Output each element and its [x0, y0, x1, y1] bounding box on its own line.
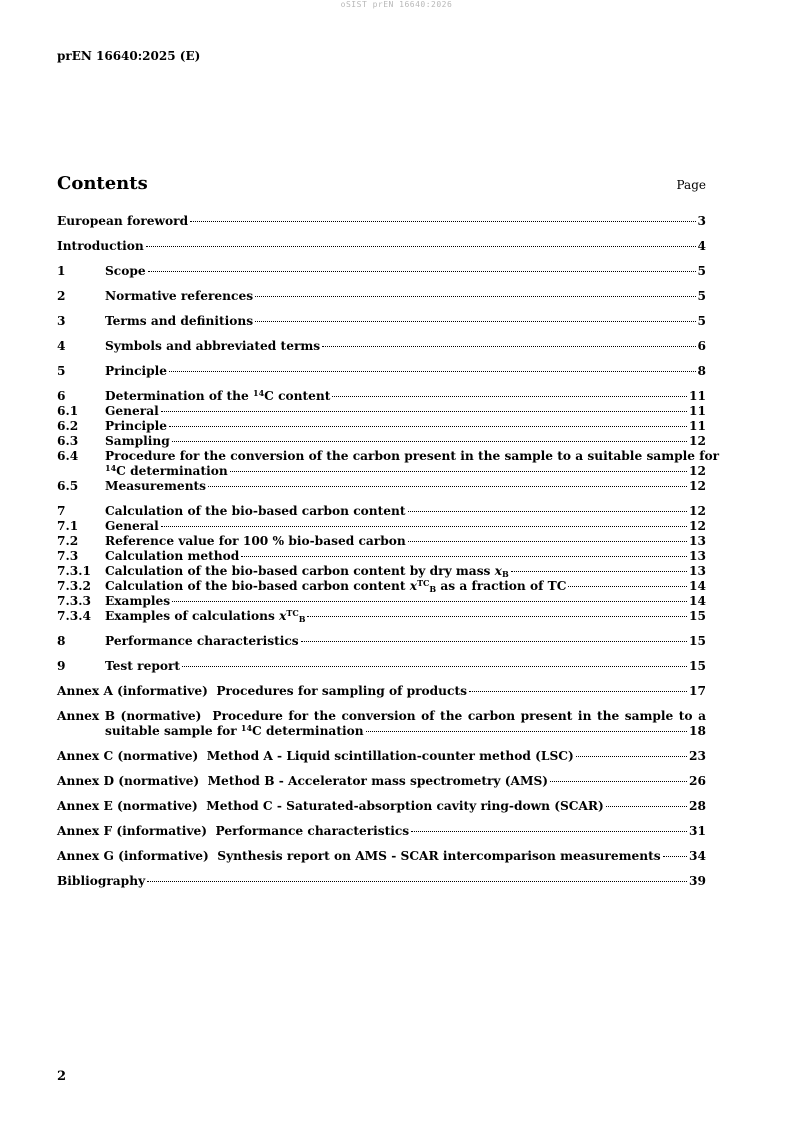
toc-entry-page: 39 [689, 874, 706, 888]
toc-entry-7-3-3[interactable] [57, 594, 706, 609]
toc-entry-number: 5 [57, 364, 66, 378]
toc-entry-title: Principle [105, 419, 168, 433]
toc-entry-page: 11 [689, 419, 706, 433]
toc-entry-page: 31 [689, 824, 706, 838]
toc-entry-bibliography[interactable] [57, 874, 706, 889]
toc-entry-7-2[interactable] [57, 534, 706, 549]
toc-entry-european-foreword[interactable] [57, 214, 706, 229]
page-column-label: Page [676, 178, 706, 192]
dot-leader [172, 441, 687, 442]
toc-entry-page: 34 [689, 849, 706, 863]
toc-entry-title [105, 564, 509, 579]
math-variable: x [279, 609, 287, 623]
toc-entry-title-line1: Annex B (normative) Procedure for the conversion of the carbon present in the sample to a [57, 709, 706, 723]
toc-entry-title-line1: Procedure for the conversion of the carbon present in the sample to a suitable sample for [105, 449, 720, 463]
toc-entry-6-1[interactable] [57, 404, 706, 419]
toc-entry-title: Measurements [105, 479, 207, 493]
toc-entry-number: 7 [57, 504, 66, 518]
dot-leader [606, 806, 687, 807]
dot-leader [169, 426, 687, 427]
toc-entry-number: 9 [57, 659, 66, 673]
title-text: as a fraction of TC [436, 579, 567, 593]
dot-leader [147, 881, 687, 882]
dot-leader [190, 221, 695, 222]
toc-entry-7[interactable] [57, 504, 706, 519]
toc-entry-number: 6.4 [57, 449, 79, 463]
toc-entry-7-3-4[interactable] [57, 609, 706, 624]
dot-leader [161, 526, 687, 527]
dot-leader [408, 541, 687, 542]
toc-entry-title-line2 [105, 464, 228, 479]
math-variable: x [494, 564, 502, 578]
page-number: 2 [57, 1069, 67, 1084]
toc-entry-number: 4 [57, 339, 66, 353]
toc-entry-title: Annex G (informative) Synthesis report on AMS - SCAR intercomparison measurements [57, 849, 661, 863]
toc-entry-number: 7.3.2 [57, 579, 91, 593]
toc-entry-page: 13 [689, 549, 706, 563]
dot-leader [169, 371, 695, 372]
toc-entry-page: 12 [689, 479, 706, 493]
toc-entry-page: 3 [697, 214, 706, 228]
toc-entry-title: Symbols and abbreviated terms [105, 339, 321, 353]
toc-entry-page: 23 [689, 749, 706, 763]
toc-entry-page: 13 [689, 534, 706, 548]
toc-entry-number: 7.3 [57, 549, 79, 563]
toc-entry-number: 6.1 [57, 404, 79, 418]
title-text: C content [264, 389, 331, 403]
math-subscript: B [298, 614, 306, 624]
toc-entry-page: 14 [689, 594, 706, 608]
toc-entry-title: Scope [105, 264, 146, 278]
toc-entry-page: 12 [689, 519, 706, 533]
toc-entry-title: General [105, 519, 159, 533]
toc-entry-page: 28 [689, 799, 706, 813]
document-id: prEN 16640:2025 (E) [57, 49, 201, 63]
toc-entry-title: Principle [105, 364, 168, 378]
dot-leader [322, 346, 695, 347]
toc-entry-6-2[interactable] [57, 419, 706, 434]
toc-entry-title: Annex C (normative) Method A - Liquid scintillation-counter method (LSC) [57, 749, 574, 763]
dot-leader [408, 511, 687, 512]
toc-entry-annex-c[interactable] [57, 749, 706, 764]
toc-entry-title: Reference value for 100 % bio-based carbon [105, 534, 406, 548]
toc-entry-number: 1 [57, 264, 66, 278]
toc-entry-number: 7.1 [57, 519, 79, 533]
toc-entry-8[interactable] [57, 634, 706, 649]
toc-entry-annex-b[interactable] [57, 709, 706, 739]
toc-entry-page: 8 [697, 364, 706, 378]
toc-entry-7-1[interactable] [57, 519, 706, 534]
toc-entry-title: European foreword [57, 214, 189, 228]
toc-entry-number: 8 [57, 634, 66, 648]
toc-entry-title: Normative references [105, 289, 254, 303]
toc-entry-number: 6 [57, 389, 66, 403]
toc-entry-6[interactable] [57, 389, 706, 404]
toc-entry-title [105, 579, 566, 594]
toc-entry-title: Annex A (informative) Procedures for sampling of products [57, 684, 467, 698]
isotope-superscript: 14 [105, 463, 117, 473]
math-superscript: TC [417, 578, 430, 588]
toc-entry-page: 15 [689, 659, 706, 673]
title-text: Calculation of the bio-based carbon content [105, 579, 410, 593]
toc-entry-page: 17 [689, 684, 706, 698]
toc-entry-title: General [105, 404, 159, 418]
toc-entry-6-5[interactable] [57, 479, 706, 494]
toc-entry-page: 5 [697, 264, 706, 278]
dot-leader [411, 831, 687, 832]
toc-entry-number: 6.2 [57, 419, 79, 433]
toc-entry-page: 26 [689, 774, 706, 788]
math-subscript: B [429, 584, 437, 594]
toc-entry-1[interactable] [57, 264, 706, 279]
math-subscript: B [501, 569, 509, 579]
math-superscript: TC [286, 608, 299, 618]
toc-entry-number: 7.3.3 [57, 594, 91, 608]
toc-entry-page: 12 [689, 434, 706, 448]
toc-entry-annex-f[interactable] [57, 824, 706, 839]
toc-entry-number: 2 [57, 289, 66, 303]
toc-entry-number: 6.3 [57, 434, 79, 448]
dot-leader [511, 571, 687, 572]
dot-leader [550, 781, 687, 782]
toc-entry-page: 12 [689, 504, 706, 518]
toc-entry-4[interactable] [57, 339, 706, 354]
toc-entry-7-3-2[interactable] [57, 579, 706, 594]
toc-entry-number: 3 [57, 314, 66, 328]
dot-leader [182, 666, 687, 667]
toc-entry-title: Bibliography [57, 874, 146, 888]
title-text: Calculation of the bio-based carbon content by dry mass [105, 564, 495, 578]
title-text: C determination [116, 464, 228, 478]
toc-entry-introduction[interactable] [57, 239, 706, 254]
toc-entry-title: Annex D (normative) Method B - Accelerator mass spectrometry (AMS) [57, 774, 549, 788]
toc-entry-annex-d[interactable] [57, 774, 706, 789]
dot-leader [301, 641, 687, 642]
contents-title: Contents [57, 173, 148, 194]
toc-entry-page: 15 [689, 609, 706, 623]
toc-entry-7-3[interactable] [57, 549, 706, 564]
toc-entry-number: 7.3.1 [57, 564, 91, 578]
dot-leader [568, 586, 687, 587]
dot-leader [230, 471, 687, 472]
toc-entry-number: 6.5 [57, 479, 79, 493]
toc-entry-title: Calculation method [105, 549, 240, 563]
dot-leader [172, 601, 687, 602]
toc-entry-6-3[interactable] [57, 434, 706, 449]
dot-leader [332, 396, 687, 397]
dot-leader [241, 556, 687, 557]
toc-entry-number: 7.3.4 [57, 609, 91, 623]
toc-entry-6-4[interactable] [57, 449, 720, 479]
toc-entry-title [105, 609, 305, 624]
dot-leader [307, 616, 687, 617]
title-text: Determination of the [105, 389, 254, 403]
toc-entry-title: Introduction [57, 239, 144, 253]
toc-entry-page: 11 [689, 389, 706, 403]
toc-entry-title: Calculation of the bio-based carbon content [105, 504, 406, 518]
title-text: C determination [252, 724, 364, 738]
toc-entry-page: 5 [697, 314, 706, 328]
toc-entry-5[interactable] [57, 364, 706, 379]
toc-entry-title: Terms and definitions [105, 314, 254, 328]
toc-entry-7-3-1[interactable] [57, 564, 706, 579]
toc-entry-9[interactable] [57, 659, 706, 674]
toc-entry-annex-a[interactable] [57, 684, 706, 699]
dot-leader [208, 486, 687, 487]
dot-leader [161, 411, 687, 412]
toc-entry-page: 12 [689, 464, 706, 478]
title-text: Examples of calculations [105, 609, 280, 623]
toc-entry-title: Annex E (normative) Method C - Saturated-absorption cavity ring-down (SCAR) [57, 799, 604, 813]
dot-leader [663, 856, 687, 857]
toc-entry-2[interactable] [57, 289, 706, 304]
toc-entry-title: Sampling [105, 434, 170, 448]
toc-entry-title: Examples [105, 594, 171, 608]
toc-entry-page: 18 [689, 724, 706, 738]
toc-entry-annex-g[interactable] [57, 849, 706, 864]
toc-entry-title: Annex F (informative) Performance characteristics [57, 824, 410, 838]
dot-leader [469, 691, 687, 692]
toc-entry-number: 7.2 [57, 534, 79, 548]
dot-leader [366, 731, 687, 732]
dot-leader [255, 321, 695, 322]
toc-entry-annex-e[interactable] [57, 799, 706, 814]
title-text: suitable sample for [105, 724, 241, 738]
table-of-contents [57, 214, 720, 889]
isotope-superscript: 14 [253, 388, 265, 398]
toc-entry-title: Test report [105, 659, 181, 673]
toc-entry-page: 11 [689, 404, 706, 418]
dot-leader [146, 246, 696, 247]
dot-leader [576, 756, 687, 757]
toc-entry-3[interactable] [57, 314, 706, 329]
toc-entry-page: 4 [697, 239, 706, 253]
toc-entry-page: 14 [689, 579, 706, 593]
toc-entry-title: Performance characteristics [105, 634, 299, 648]
toc-entry-title [105, 389, 330, 404]
isotope-superscript: 14 [240, 723, 253, 733]
toc-entry-page: 5 [697, 289, 706, 303]
toc-entry-page: 13 [689, 564, 706, 578]
toc-entry-page: 15 [689, 634, 706, 648]
toc-entry-page: 6 [697, 339, 706, 353]
dot-leader [148, 271, 696, 272]
math-variable: x [409, 579, 418, 593]
toc-entry-title-line2 [105, 724, 364, 739]
watermark: oSIST prEN 16640:2026 [340, 0, 453, 9]
dot-leader [255, 296, 695, 297]
